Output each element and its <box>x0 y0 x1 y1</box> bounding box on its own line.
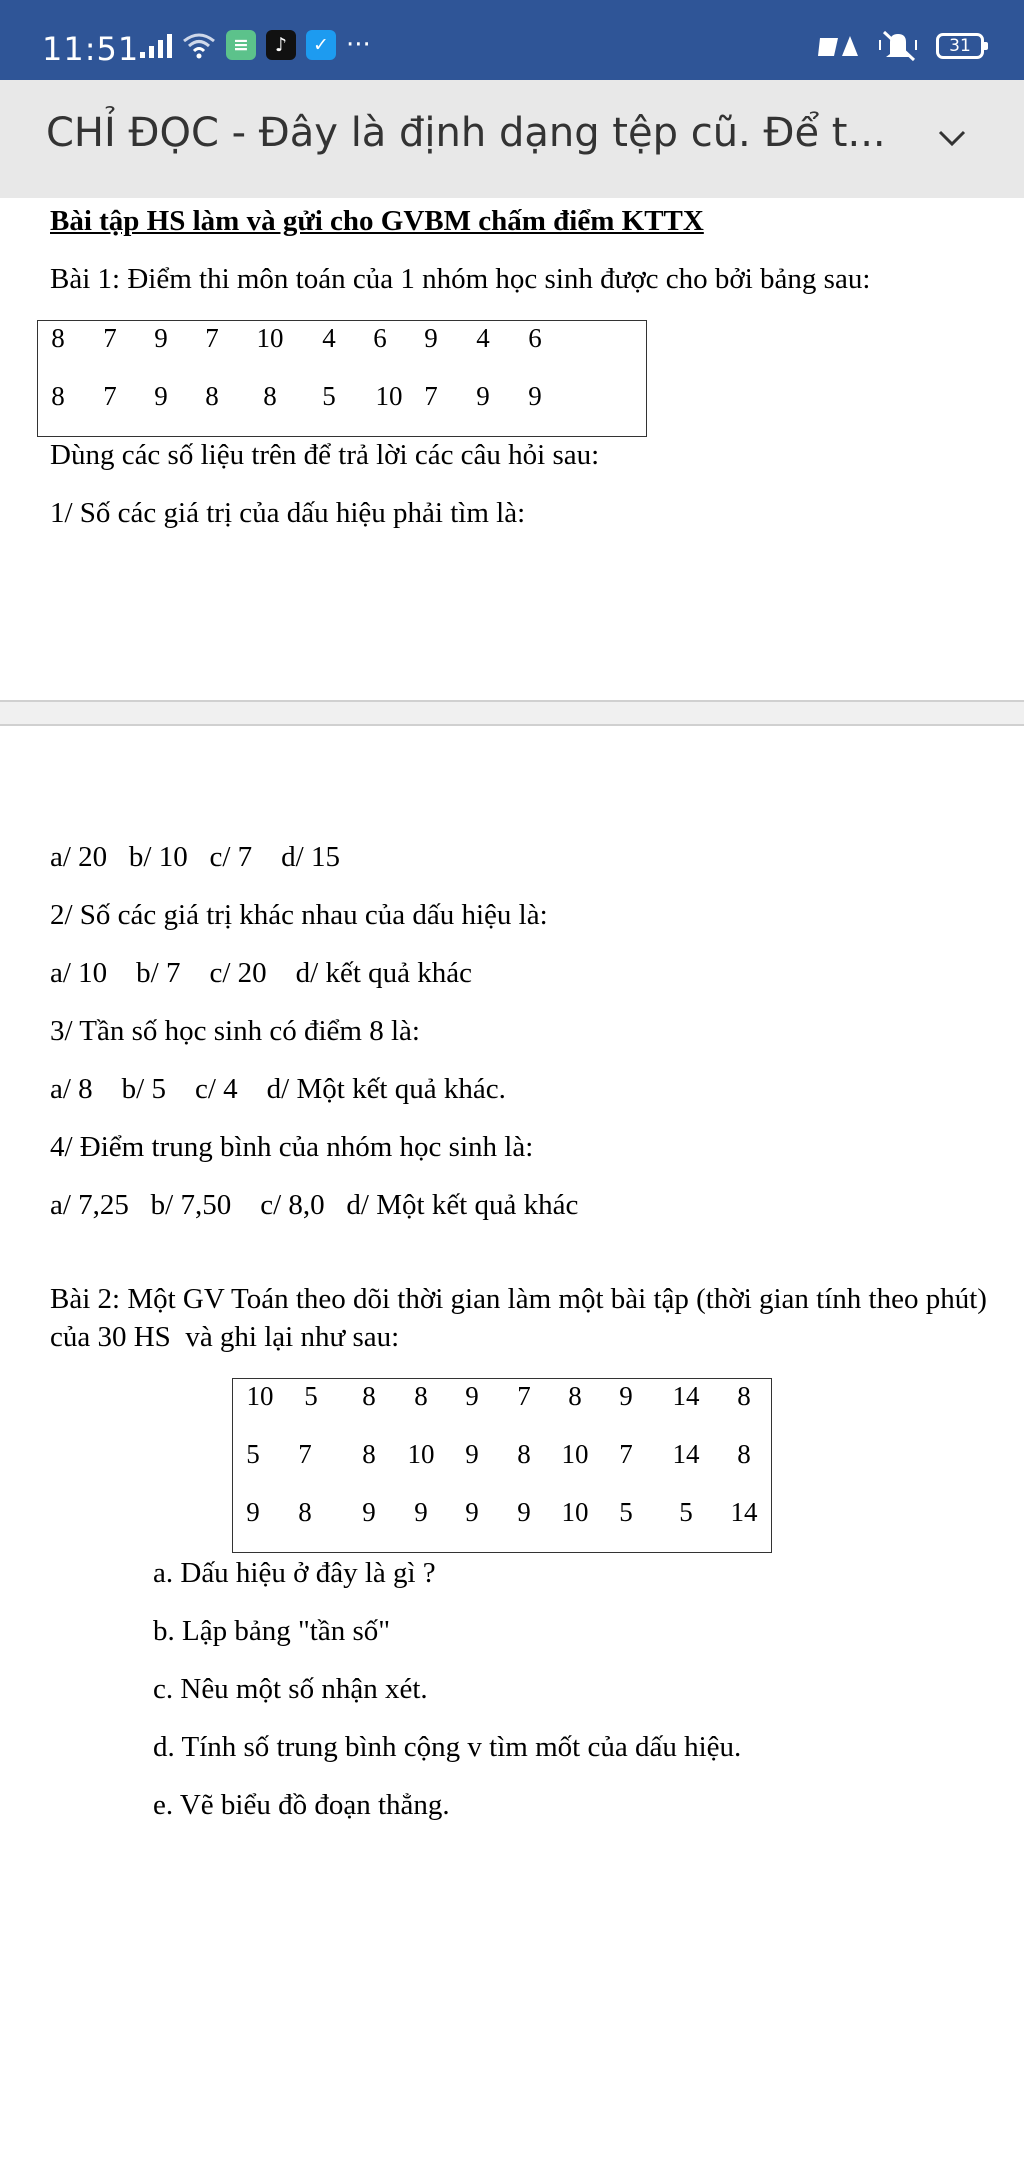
table-cell: 9 <box>517 1497 531 1527</box>
table-cell: 6 <box>373 323 387 353</box>
table-cell: 8 <box>51 323 65 353</box>
question-1-answers: a/ 20 b/ 10 c/ 7 d/ 15 <box>50 841 340 873</box>
table-cell: 9 <box>154 381 168 411</box>
question-2-answers: a/ 10 b/ 7 c/ 20 d/ kết quả khác <box>50 957 473 989</box>
task-e: e. Vẽ biểu đồ đoạn thẳng. <box>153 1789 450 1821</box>
table-cell: 10 <box>407 1439 435 1469</box>
chevron-down-icon[interactable] <box>930 116 974 160</box>
table-cell: 10 <box>246 1381 274 1411</box>
document-title: Bài tập HS làm và gửi cho GVBM chấm điểm KTTX <box>50 205 704 237</box>
battery-icon: 31 <box>936 33 984 59</box>
bai1-intro: Bài 1: Điểm thi môn toán của 1 nhóm học sinh được cho bởi bảng sau: <box>50 263 871 295</box>
mute-icon <box>876 30 922 62</box>
table-cell: 9 <box>424 323 438 353</box>
status-icons-left <box>140 30 371 60</box>
read-only-banner-text: CHỈ ĐỌC - Đây là định dạng tệp cũ. Để t... <box>46 110 886 156</box>
table-cell: 14 <box>672 1381 700 1411</box>
status-bar <box>0 0 1024 80</box>
table-cell: 7 <box>424 381 438 411</box>
table-cell: 8 <box>51 381 65 411</box>
table-cell: 8 <box>362 1381 376 1411</box>
task-b: b. Lập bảng "tần số" <box>153 1615 391 1647</box>
table-cell: 9 <box>476 381 490 411</box>
bai2-intro-line-1: Bài 2: Một GV Toán theo dõi thời gian làm một bài tập (thời gian tính theo phút) <box>50 1283 987 1315</box>
table-cell: 9 <box>465 1497 479 1527</box>
table-cell: 7 <box>103 381 117 411</box>
signal-icon <box>140 32 172 58</box>
table-cell: 8 <box>737 1439 751 1469</box>
table-cell: 8 <box>517 1439 531 1469</box>
task-d: d. Tính số trung bình cộng v tìm mốt của dấu hiệu. <box>153 1731 742 1763</box>
question-3-answers: a/ 8 b/ 5 c/ 4 d/ Một kết quả khác. <box>50 1073 506 1105</box>
page-break <box>0 700 1024 726</box>
vpn-icon <box>816 32 862 60</box>
table-cell: 8 <box>263 381 277 411</box>
table-cell: 7 <box>298 1439 312 1469</box>
table-cell: 9 <box>246 1497 260 1527</box>
task-a: a. Dấu hiệu ở đây là gì ? <box>153 1557 436 1589</box>
time-table <box>232 1378 772 1553</box>
table-cell: 7 <box>619 1439 633 1469</box>
table-cell: 5 <box>246 1439 260 1469</box>
table-cell: 10 <box>256 323 284 353</box>
table-cell: 7 <box>103 323 117 353</box>
question-4: 4/ Điểm trung bình của nhóm học sinh là: <box>50 1131 534 1163</box>
read-only-banner[interactable] <box>0 80 1024 198</box>
question-1: 1/ Số các giá trị của dấu hiệu phải tìm là: <box>50 497 526 529</box>
table-cell: 5 <box>619 1497 633 1527</box>
table-cell: 10 <box>375 381 403 411</box>
score-table <box>37 320 647 437</box>
table-cell: 9 <box>465 1381 479 1411</box>
question-3: 3/ Tần số học sinh có điểm 8 là: <box>50 1015 420 1047</box>
status-icons-right <box>816 30 984 62</box>
table-cell: 9 <box>619 1381 633 1411</box>
table-cell: 9 <box>362 1497 376 1527</box>
table-cell: 5 <box>679 1497 693 1527</box>
table-cell: 8 <box>205 381 219 411</box>
question-2: 2/ Số các giá trị khác nhau của dấu hiệu là: <box>50 899 548 931</box>
table-cell: 6 <box>528 323 542 353</box>
tiktok-icon: ♪ <box>266 30 296 60</box>
table-cell: 8 <box>737 1381 751 1411</box>
question-4-answers: a/ 7,25 b/ 7,50 c/ 8,0 d/ Một kết quả khác <box>50 1189 579 1221</box>
bai2-intro-line-2: của 30 HS và ghi lại như sau: <box>50 1321 400 1353</box>
table-cell: 5 <box>304 1381 318 1411</box>
table-cell: 5 <box>322 381 336 411</box>
instructions-text: Dùng các số liệu trên để trả lời các câu hỏi sau: <box>50 439 600 471</box>
twitter-icon: ✓ <box>306 30 336 60</box>
table-cell: 8 <box>414 1381 428 1411</box>
table-cell: 9 <box>154 323 168 353</box>
table-cell: 8 <box>568 1381 582 1411</box>
table-cell: 4 <box>322 323 336 353</box>
table-cell: 14 <box>672 1439 700 1469</box>
overflow-indicator: ··· <box>346 30 371 60</box>
table-cell: 9 <box>465 1439 479 1469</box>
table-cell: 8 <box>362 1439 376 1469</box>
table-cell: 4 <box>476 323 490 353</box>
table-cell: 10 <box>561 1439 589 1469</box>
table-cell: 9 <box>414 1497 428 1527</box>
table-cell: 7 <box>517 1381 531 1411</box>
wifi-icon <box>182 31 216 59</box>
table-cell: 7 <box>205 323 219 353</box>
app-icon: ≡ <box>226 30 256 60</box>
status-time: 11:51 <box>42 30 140 68</box>
table-cell: 10 <box>561 1497 589 1527</box>
task-c: c. Nêu một số nhận xét. <box>153 1673 428 1705</box>
table-cell: 8 <box>298 1497 312 1527</box>
table-cell: 9 <box>528 381 542 411</box>
table-cell: 14 <box>730 1497 758 1527</box>
